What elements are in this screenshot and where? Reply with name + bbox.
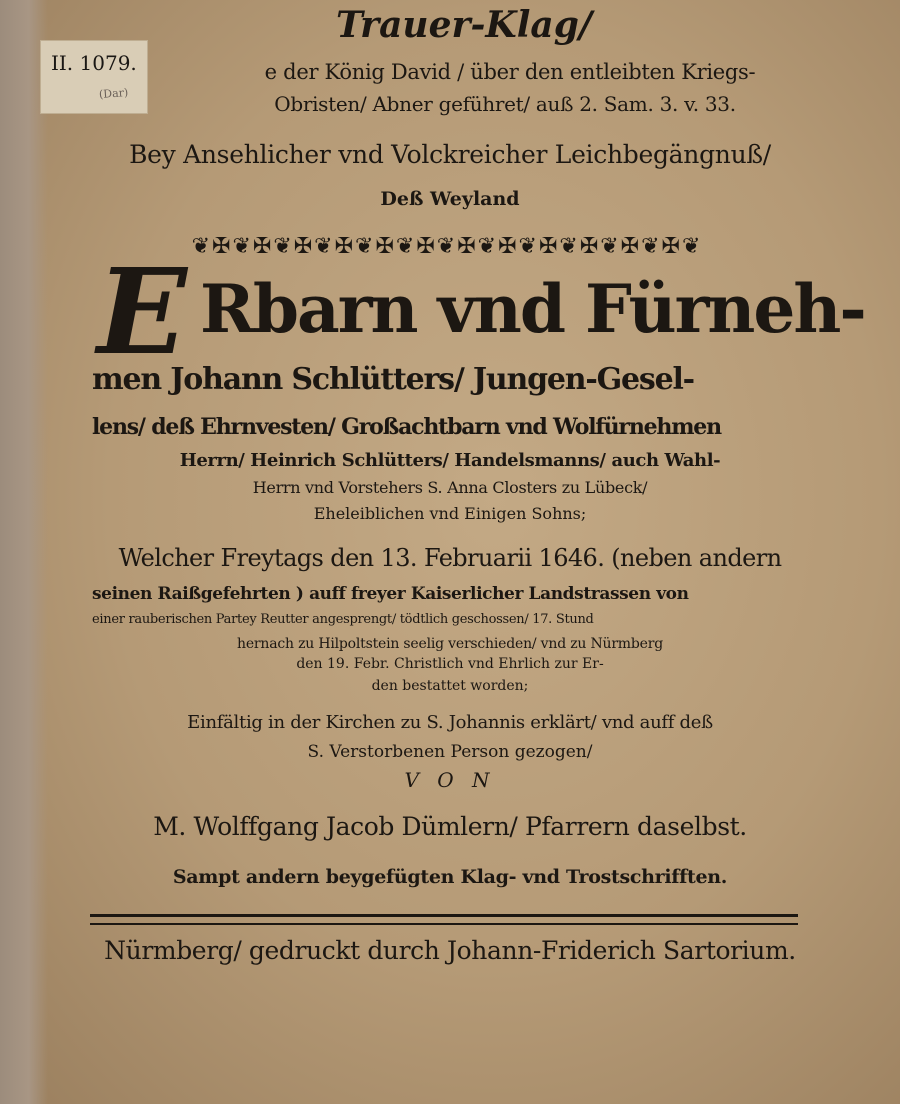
imprint-line: Nürmberg/ gedruckt durch Johann-Friderich Sartorium. — [104, 936, 796, 965]
event-line-3: einer rauberischen Partey Reutter angesprengt/ tödtlich geschossen/ 17. Stund — [92, 612, 594, 627]
deceased-line-3: lens/ deß Ehrnvesten/ Großachtbarn vnd Wolfürnehmen — [92, 414, 721, 440]
drop-cap: E — [97, 242, 187, 381]
rule-top — [90, 914, 798, 917]
rule-double — [90, 923, 798, 925]
appendix-line: Sampt andern beygefügten Klag- vnd Trostschrifften. — [172, 866, 728, 888]
deceased-line-4: Herrn/ Heinrich Schlütters/ Handelsmanns/ auch Wahl- — [179, 450, 721, 471]
author-line: M. Wolffgang Jacob Dümlern/ Pfarrern daselbst. — [153, 812, 747, 841]
shelfmark: II. 1079. — [51, 51, 137, 75]
sermon-line-1: Einfältig in der Kirchen zu S. Johannis erklärt/ vnd auff deß — [187, 712, 713, 733]
title-line-2: e der König David / über den entleibten Kriegs- — [264, 60, 756, 84]
event-line-2: seinen Raißgefehrten ) auff freyer Kaiserlicher Landstrassen von — [92, 584, 689, 604]
event-line-5: den 19. Febr. Christlich vnd Ehrlich zur Er- — [296, 656, 604, 672]
deceased-line-5: Herrn vnd Vorstehers S. Anna Closters zu Lübeck/ — [252, 478, 648, 497]
event-line-1: Welcher Freytags den 13. Februarii 1646. (neben andern — [118, 544, 782, 572]
ornament-border: ❦✠❦✠❦✠❦✠❦✠❦✠❦✠❦✠❦✠❦✠❦✠❦✠❦ — [191, 234, 703, 259]
event-line-4: hernach zu Hilpoltstein seelig verschieden/ vnd zu Nürmberg — [237, 636, 663, 652]
deceased-line-1: Rbarn vnd Fürneh- — [200, 270, 865, 348]
occasion-line-2: Deß Weyland — [380, 188, 520, 210]
event-line-6: den bestattet worden; — [371, 678, 529, 694]
occasion-line-1: Bey Ansehlicher vnd Volckreicher Leichbegängnuß/ — [129, 140, 771, 169]
deceased-line-6: Eheleiblichen vnd Einigen Sohns; — [313, 504, 587, 523]
deceased-line-2: men Johann Schlütters/ Jungen-Gesel- — [92, 362, 694, 397]
title-line-1: Trauer-Klag/ — [335, 4, 593, 46]
von-line: V O N — [404, 768, 496, 792]
sermon-line-2: S. Verstorbenen Person gezogen/ — [307, 742, 593, 762]
shelfmark-pencil-note: (Dar) — [98, 85, 129, 102]
title-line-3: Obristen/ Abner geführet/ auß 2. Sam. 3. v. 33. — [274, 92, 736, 116]
